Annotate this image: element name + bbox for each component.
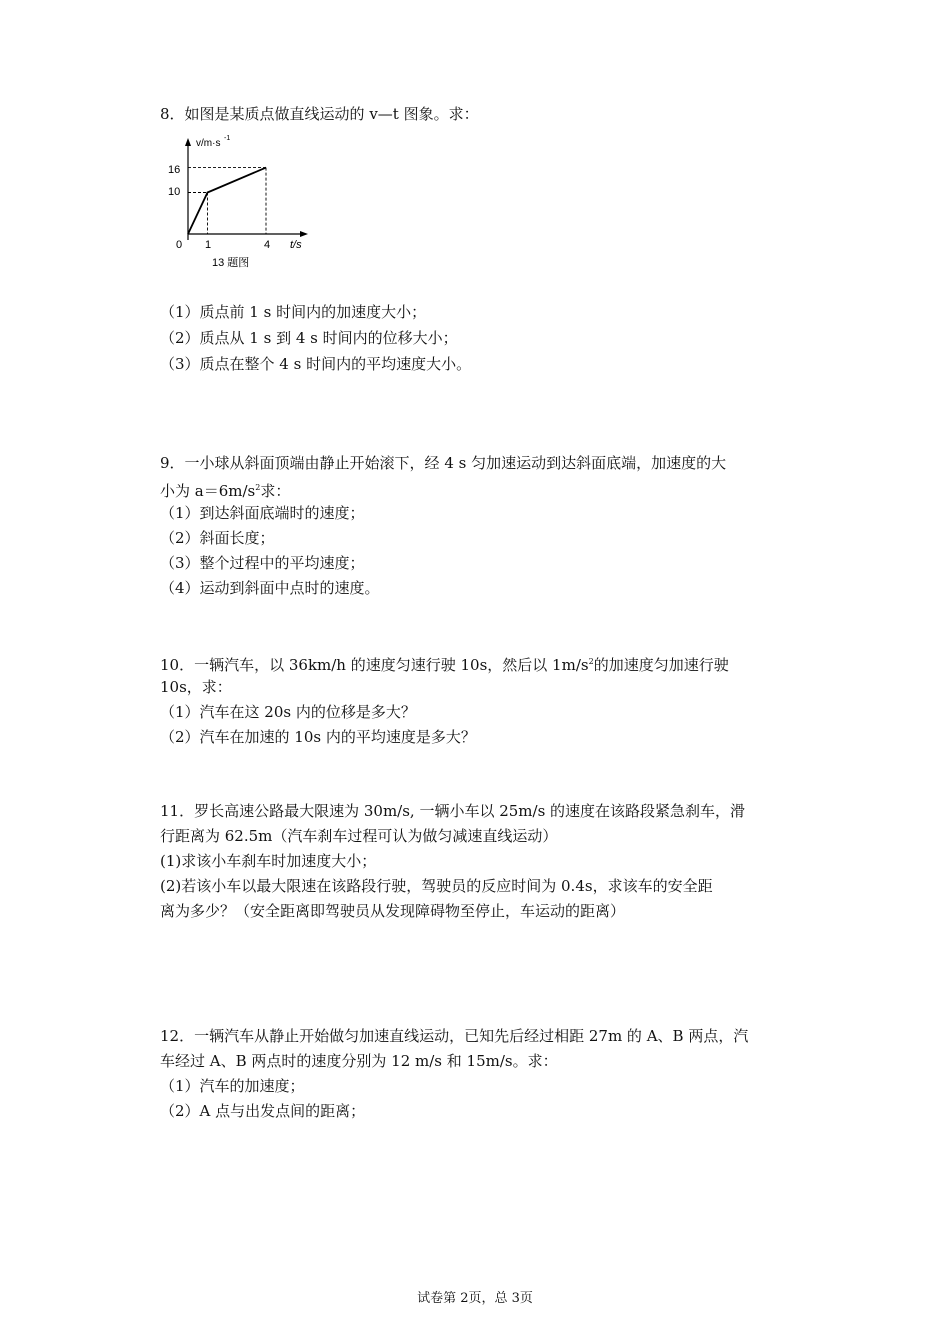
q11-item-2-cont: 离为多少？（安全距离即驾驶员从发现障碍物至停止，车运动的距离） <box>160 902 626 920</box>
q10-line-1-text: 10．一辆汽车，以 36km/h 的速度匀速行驶 10s，然后以 1m/s <box>160 656 589 674</box>
q10-line-1-tail: 的加速度匀加速行驶 <box>593 656 729 674</box>
q11-line-2: 行距离为 62.5m（汽车刹车过程可认为做匀减速直线运动） <box>160 827 558 845</box>
q9-item-1: （1）到达斜面底端时的速度； <box>160 504 365 522</box>
page-footer: 试卷第 2页，总 3页 <box>417 1291 533 1306</box>
vt-graph <box>150 128 320 278</box>
q11-item-2: (2)若该小车以最大限速在该路段行驶，驾驶员的反应时间为 0.4s，求该车的安全距 <box>160 877 713 895</box>
q8-title: 8．如图是某质点做直线运动的 v—t 图象。求： <box>160 105 479 123</box>
x-tick-4: 4 <box>264 239 271 251</box>
q12-item-1: （1）汽车的加速度； <box>160 1077 305 1095</box>
q9-item-4: （4）运动到斜面中点时的速度。 <box>160 579 380 597</box>
x-axis-label: t/s <box>290 239 302 251</box>
q9-line-2-text: 小为 a＝6m/s <box>160 482 256 500</box>
q10-item-1: （1）汽车在这 20s 内的位移是多大？ <box>160 703 416 721</box>
y-axis-label: v/m·s <box>196 138 221 149</box>
velocity-series-line <box>188 168 266 234</box>
q8-item-3: （3）质点在整个 4 s 时间内的平均速度大小。 <box>160 355 472 373</box>
q10-line-1 <box>160 652 729 675</box>
q9-exponent: 2 <box>255 483 261 492</box>
q8-item-2: （2）质点从 1 s 到 4 s 时间内的位移大小； <box>160 329 458 347</box>
y-axis-label-exp: -1 <box>224 135 231 142</box>
q12-line-2: 车经过 A、B 两点时的速度分别为 12 m/s 和 15m/s。求： <box>160 1052 558 1070</box>
vt-graph-figure <box>150 128 320 278</box>
x-axis-arrow <box>300 231 308 237</box>
x-tick-1: 1 <box>205 239 212 251</box>
q8-item-1: （1）质点前 1 s 时间内的加速度大小； <box>160 303 427 321</box>
q9-item-2: （2）斜面长度； <box>160 529 275 547</box>
y-tick-10: 10 <box>168 186 181 198</box>
figure-caption: 13 题图 <box>212 257 250 269</box>
y-axis-arrow <box>185 138 191 146</box>
q10-exponent: 2 <box>588 657 594 666</box>
q10-item-2: （2）汽车在加速的 10s 内的平均速度是多大？ <box>160 728 476 746</box>
q10-line-2: 10s，求： <box>160 678 232 696</box>
q11-line-1: 11．罗长高速公路最大限速为 30m/s, 一辆小车以 25m/s 的速度在该路段紧急刹车，滑 <box>160 802 746 820</box>
x-tick-0: 0 <box>176 239 183 251</box>
q11-item-1: (1)求该小车刹车时加速度大小； <box>160 852 377 870</box>
q12-item-2: （2）A 点与出发点间的距离； <box>160 1102 366 1120</box>
y-tick-16: 16 <box>168 164 181 176</box>
q9-line-2 <box>160 478 290 501</box>
q9-line-2-tail: 求： <box>260 482 291 500</box>
q9-line-1: 9．一小球从斜面顶端由静止开始滚下，经 4 s 匀加速运动到达斜面底端，加速度的大 <box>160 454 727 472</box>
q9-item-3: （3）整个过程中的平均速度； <box>160 554 365 572</box>
q12-line-1: 12．一辆汽车从静止开始做匀加速直线运动，已知先后经过相距 27m 的 A、B 两点，汽 <box>160 1027 749 1045</box>
